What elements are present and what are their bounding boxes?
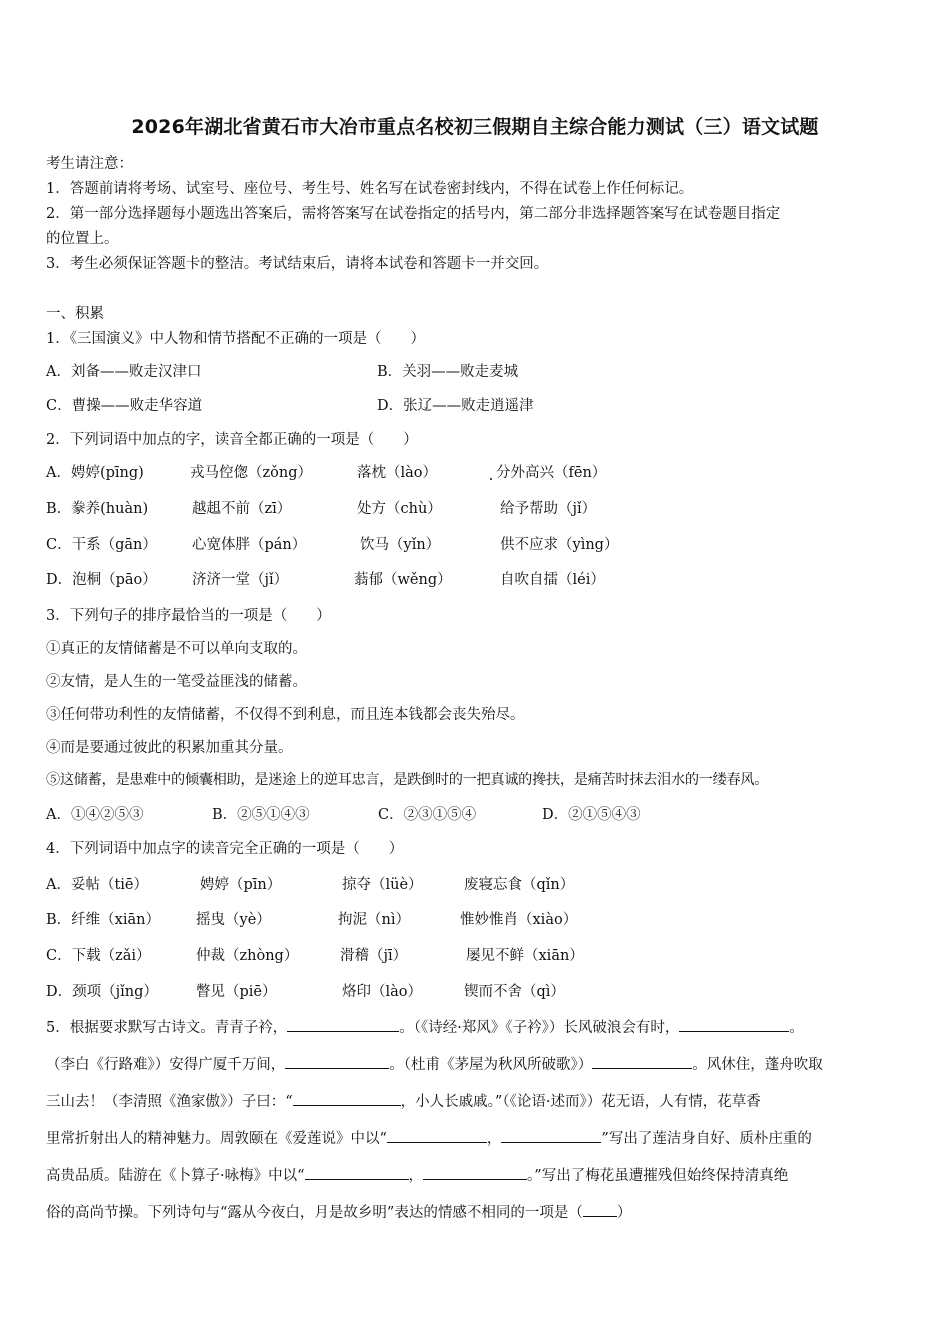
q4-c-word-2: 仲裁（zhòng） bbox=[196, 948, 299, 964]
q5-text: 。（杜甫《茅屋为秋风所破歌》） bbox=[389, 1057, 593, 1073]
q4-b-word-3: 拘泥（nì） bbox=[338, 912, 410, 928]
q2-b-word-2: 越趄不前（zī） bbox=[192, 501, 292, 517]
q3-option-d[interactable]: D．②①⑤④③ bbox=[542, 807, 641, 823]
q5-text: 。 bbox=[789, 1020, 804, 1036]
answer-blank[interactable] bbox=[583, 1202, 617, 1217]
q5-text: ”写出了莲洁身自好、质朴庄重的 bbox=[601, 1131, 812, 1147]
q3-sentence-5: ⑤这储蓄，是患难中的倾囊相助，是迷途上的逆耳忠言，是跌倒时的一把真诚的搀扶，是痛苦时抹去泪水的一缕春风。 bbox=[46, 772, 769, 788]
q1-option-b[interactable]: B．关羽——败走麦城 bbox=[377, 364, 519, 380]
q4-a-word-4: 废寝忘食（qǐn） bbox=[464, 877, 575, 893]
q3-option-a[interactable]: A．①④②⑤③ bbox=[46, 807, 144, 823]
q5-text: （李白《行路难》）安得广厦千万间， bbox=[46, 1057, 286, 1073]
answer-blank[interactable] bbox=[287, 1017, 399, 1032]
question-5-line-2 bbox=[46, 1053, 823, 1074]
question-4-stem: 4．下列词语中加点字的读音完全正确的一项是（ ） bbox=[46, 841, 404, 857]
q2-d-word-4: 自吹自擂（léi） bbox=[500, 572, 605, 588]
notice-item-2-cont: 的位置上。 bbox=[46, 231, 119, 247]
q3-sentence-1: ①真正的友情储蓄是不可以单向支取的。 bbox=[46, 641, 307, 657]
q4-a-word-3: 掠夺（lüè） bbox=[342, 877, 423, 893]
q2-c-word-4: 供不应求（yìng） bbox=[500, 537, 619, 553]
q2-d-word-3: 蓊郁（wěng） bbox=[354, 572, 452, 588]
page-title: 2026年湖北省黄石市大冶市重点名校初三假期自主综合能力测试（三）语文试题 bbox=[131, 116, 819, 138]
notice-item-1: 1．答题前请将考场、试室号、座位号、考生号、姓名写在试卷密封线内，不得在试卷上作任何标记。 bbox=[46, 181, 694, 197]
q5-text: 三山去！（李清照《渔家傲》）子曰：“ bbox=[46, 1094, 293, 1110]
q5-text: ， bbox=[408, 1168, 424, 1184]
q5-text: 5．根据要求默写古诗文。青青子衿， bbox=[46, 1020, 288, 1036]
answer-blank[interactable] bbox=[305, 1165, 409, 1180]
emphasis-dot bbox=[490, 478, 492, 480]
q4-c-word-3: 滑稽（jī） bbox=[340, 948, 408, 964]
q2-d-word-2: 济济一堂（jǐ） bbox=[192, 572, 289, 588]
q4-d-word-3: 烙印（lào） bbox=[342, 984, 423, 1000]
q3-sentence-4: ④而是要通过彼此的积累加重其分量。 bbox=[46, 740, 293, 756]
q4-option-d[interactable]: D．颈项（jǐng） bbox=[46, 984, 158, 1000]
notice-heading: 考生请注意： bbox=[46, 156, 133, 172]
q2-option-c[interactable]: C．干系（gān） bbox=[46, 537, 157, 553]
question-5-line-4 bbox=[46, 1127, 812, 1148]
q5-text: ， bbox=[486, 1131, 502, 1147]
q4-option-a[interactable]: A．妥帖（tiē） bbox=[46, 877, 149, 893]
question-1-stem: 1．《三国演义》中人物和情节搭配不正确的一项是（ ） bbox=[46, 331, 425, 347]
q5-text: ） bbox=[616, 1205, 632, 1221]
answer-blank[interactable] bbox=[285, 1054, 389, 1069]
answer-blank[interactable] bbox=[501, 1128, 601, 1143]
question-3-stem: 3．下列句子的排序最恰当的一项是（ ） bbox=[46, 608, 331, 624]
question-5-line-1 bbox=[46, 1016, 804, 1037]
q4-option-b[interactable]: B．纤维（xiān） bbox=[46, 912, 160, 928]
answer-blank[interactable] bbox=[387, 1128, 487, 1143]
q3-sentence-3: ③任何带功利性的友情储蓄，不仅得不到利息，而且连本钱都会丧失殆尽。 bbox=[46, 707, 525, 723]
notice-item-3: 3．考生必须保证答题卡的整洁。考试结束后，请将本试卷和答题卡一并交回。 bbox=[46, 256, 549, 272]
answer-blank[interactable] bbox=[293, 1091, 401, 1106]
q2-option-a[interactable]: A．娉婷(pīng) bbox=[46, 465, 144, 481]
q5-text: 。风休住，蓬舟吹取 bbox=[692, 1057, 823, 1073]
answer-blank[interactable] bbox=[592, 1054, 692, 1069]
answer-blank[interactable] bbox=[679, 1017, 789, 1032]
q4-d-word-2: 瞥见（piē） bbox=[196, 984, 277, 1000]
notice-item-2: 2．第一部分选择题每小题选出答案后，需将答案写在试卷指定的括号内，第二部分非选择题答案写在试卷题目指定 bbox=[46, 206, 781, 222]
q4-option-c[interactable]: C．下载（zǎi） bbox=[46, 948, 151, 964]
q2-option-b[interactable]: B．豢养(huàn) bbox=[46, 501, 149, 517]
q2-b-word-3: 处方（chù） bbox=[357, 501, 442, 517]
q5-text: 里常折射出人的精神魅力。周敦颐在《爱莲说》中以“ bbox=[46, 1131, 387, 1147]
question-5-line-5 bbox=[46, 1164, 788, 1185]
q5-text: ，小人长戚戚。”（《论语·述而》）花无语，人有情，花草香 bbox=[400, 1094, 761, 1110]
section-heading: 一、积累 bbox=[46, 306, 104, 322]
q4-d-word-4: 锲而不舍（qì） bbox=[464, 984, 565, 1000]
q4-b-word-2: 摇曳（yè） bbox=[196, 912, 271, 928]
q2-a-word-4: 分外高兴（fēn） bbox=[496, 465, 607, 481]
q5-text: 高贵品质。陆游在《卜算子·咏梅》中以“ bbox=[46, 1168, 305, 1184]
q5-text: 俗的高尚节操。下列诗句与“露从今夜白，月是故乡明”表达的情感不相同的一项是（ bbox=[46, 1205, 583, 1221]
q5-text: 。”写出了梅花虽遭摧残但始终保持清真绝 bbox=[527, 1168, 789, 1184]
question-5-line-3 bbox=[46, 1090, 761, 1111]
q2-c-word-2: 心宽体胖（pán） bbox=[192, 537, 307, 553]
q2-a-word-3: 落枕（lào） bbox=[357, 465, 438, 481]
q3-option-c[interactable]: C．②③①⑤④ bbox=[378, 807, 477, 823]
q5-text: 。（《诗经·郑风》《子衿》）长风破浪会有时， bbox=[399, 1020, 680, 1036]
question-2-stem: 2．下列词语中加点的字，读音全都正确的一项是（ ） bbox=[46, 432, 418, 448]
q2-option-d[interactable]: D．泡桐（pāo） bbox=[46, 572, 157, 588]
q4-c-word-4: 屡见不鲜（xiān） bbox=[466, 948, 584, 964]
q2-c-word-3: 饮马（yǐn） bbox=[360, 537, 441, 553]
question-5-line-6 bbox=[46, 1201, 631, 1222]
q4-a-word-2: 娉婷（pīn） bbox=[200, 877, 282, 893]
answer-blank[interactable] bbox=[423, 1165, 527, 1180]
q4-b-word-4: 惟妙惟肖（xiào） bbox=[460, 912, 578, 928]
q2-b-word-4: 给予帮助（jǐ） bbox=[500, 501, 597, 517]
q3-sentence-2: ②友情，是人生的一笔受益匪浅的储蓄。 bbox=[46, 674, 307, 690]
q2-a-word-2: 戎马倥偬（zǒng） bbox=[190, 465, 312, 481]
q1-option-a[interactable]: A．刘备——败走汉津口 bbox=[46, 364, 202, 380]
q3-option-b[interactable]: B．②⑤①④③ bbox=[212, 807, 310, 823]
q1-option-d[interactable]: D．张辽——败走逍遥津 bbox=[377, 398, 534, 414]
q1-option-c[interactable]: C．曹操——败走华容道 bbox=[46, 398, 203, 414]
